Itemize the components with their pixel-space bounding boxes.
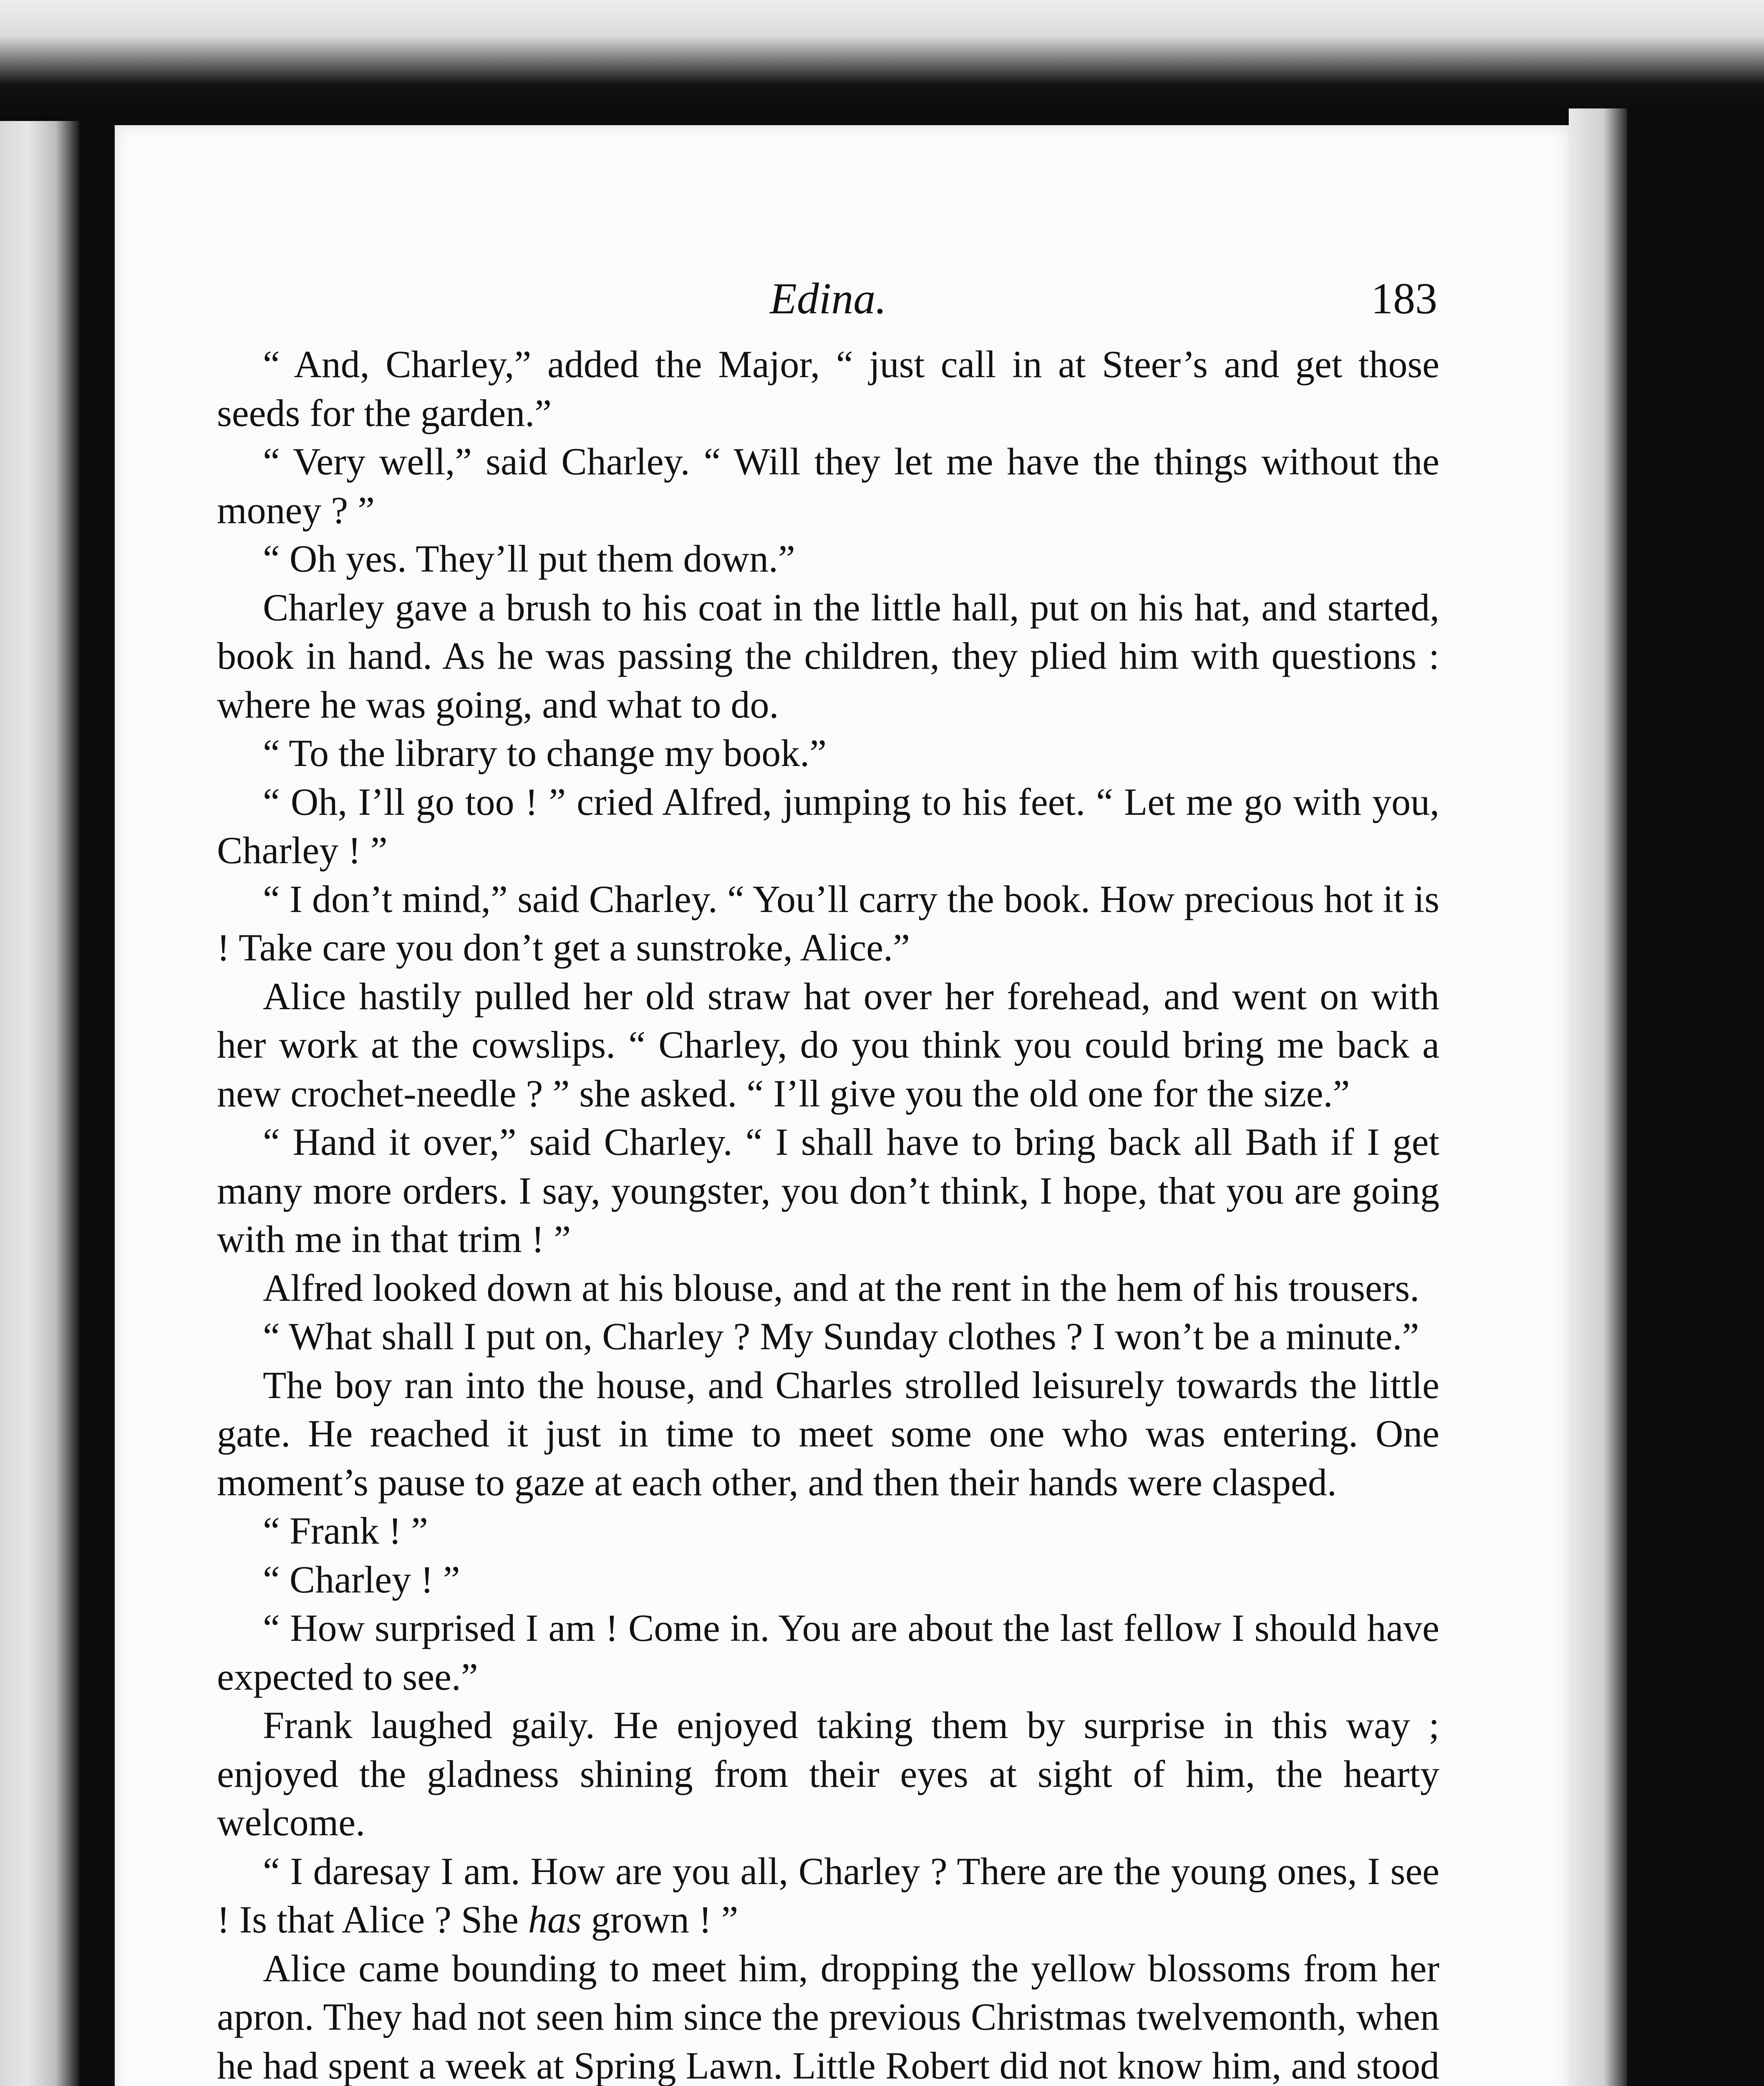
paragraph: “ How surprised I am ! Come in. You are about the last fellow I should have expected to see.” (217, 1607, 1439, 1698)
paragraph: The boy ran into the house, and Charles strolled leisurely towards the little gate. He reached it just in time to meet some one who was entering. One moment’s pause to gaze at each other, and then their hands were clasped. (217, 1363, 1439, 1504)
paragraph-text: grown ! ” (581, 1898, 738, 1941)
paragraph: “ Oh, I’ll go too ! ” cried Alfred, jumping to his feet. “ Let me go with you, Charley ! ” (217, 780, 1439, 872)
scan-top-edge (0, 0, 1764, 121)
body-text (217, 340, 1439, 2086)
paragraph: “ Frank ! ” (263, 1509, 428, 1552)
emphasis-text: has (528, 1898, 582, 1941)
paragraph: “ I don’t mind,” said Charley. “ You’ll carry the book. How precious hot it is ! Take care you don’t get a sunstroke, Alice.” (217, 877, 1439, 969)
paragraph (217, 1847, 1439, 1944)
paragraph: “ Oh yes. They’ll put them down.” (263, 537, 795, 580)
book-spine-edge (0, 0, 79, 2086)
paragraph: Alice hastily pulled her old straw hat over her forehead, and went on with her work at the cowslips. “ Charley, do you think you could bring me back a new crochet-needle ? ” she asked. “ I’ll give you the old one for the size.” (217, 975, 1439, 1115)
paragraph: “ And, Charley,” added the Major, “ just call in at Steer’s and get those seeds for the garden.” (217, 343, 1439, 434)
paragraph: “ Hand it over,” said Charley. “ I shall have to bring back all Bath if I get many more orders. I say, youngster, you don’t think, I hope, that you are going with me in that trim ! ” (217, 1121, 1439, 1260)
paragraph: Charley gave a brush to his coat in the little hall, put on his hat, and started, book in hand. As he was passing the children, they plied him with questions : where he was going, and what to do. (217, 586, 1439, 726)
paragraph: Alice came bounding to meet him, dropping the yellow blossoms from her apron. They had not seen him since the previous Christmas twelvemonth, when he had spent a week at Spring Lawn. Little Robert did not know him, and stood (217, 1947, 1439, 2086)
running-title: Edina. (770, 274, 887, 323)
paragraph-text: “ I daresay I am. How are you all, Charley ? There are the young ones, I see ! Is that Alice ? She (217, 1849, 1439, 1941)
paragraph: Alfred looked down at his blouse, and at the rent in the hem of his trousers. (263, 1266, 1420, 1309)
paragraph: “ Very well,” said Charley. “ Will they let me have the things without the money ? ” (217, 440, 1439, 532)
paragraph: “ Charley ! ” (263, 1558, 460, 1601)
page-header (219, 273, 1437, 332)
page-right-edge (1569, 108, 1627, 2086)
page-number: 183 (1371, 274, 1437, 323)
paragraph: “ To the library to change my book.” (263, 732, 827, 774)
paragraph: “ What shall I put on, Charley ? My Sunday clothes ? I won’t be a minute.” (263, 1315, 1419, 1358)
paragraph: Frank laughed gaily. He enjoyed taking them by surprise in this way ; enjoyed the gladness shining from their eyes at sight of him, the hearty welcome. (217, 1704, 1439, 1844)
